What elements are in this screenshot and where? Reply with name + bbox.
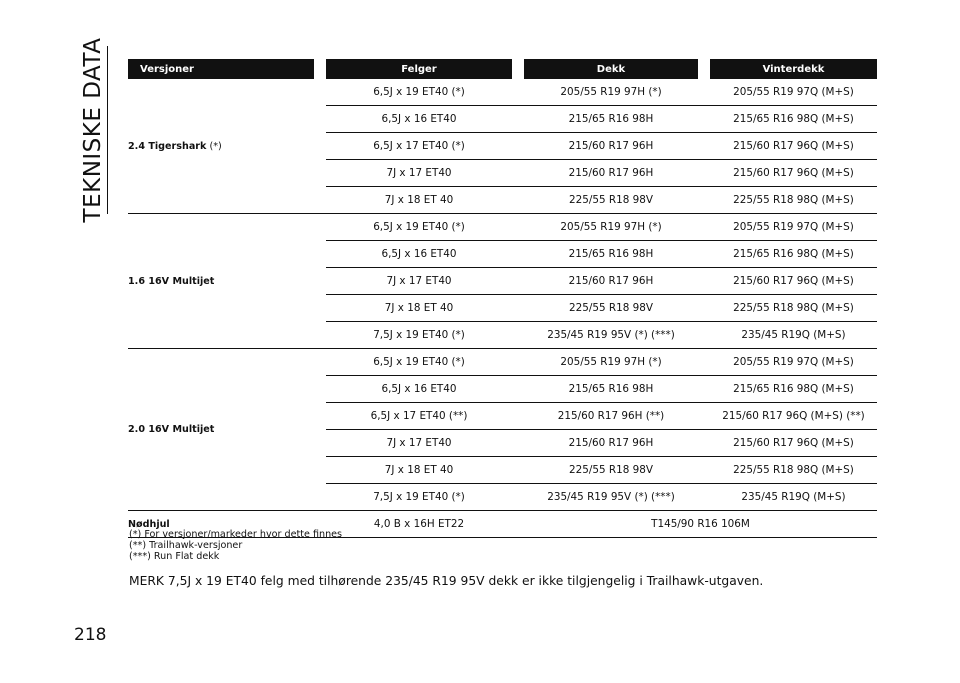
- rim-cell: 6,5J x 19 ET40 (*): [326, 79, 512, 106]
- winter-tyre-cell: 215/60 R17 96Q (M+S): [710, 268, 877, 295]
- rim-cell: 7J x 17 ET40: [326, 268, 512, 295]
- page-number: 218: [74, 625, 107, 645]
- tyre-cell: 215/60 R17 96H (**): [524, 403, 698, 430]
- rim-cell: 7J x 18 ET 40: [326, 457, 512, 484]
- tyre-cell: 225/55 R18 98V: [524, 295, 698, 322]
- winter-tyre-cell: 215/60 R17 96Q (M+S): [710, 160, 877, 187]
- rim-cell: 6,5J x 16 ET40: [326, 376, 512, 403]
- tyre-cell: T145/90 R16 106M: [524, 511, 877, 538]
- footnote: (*) For versjoner/markeder hvor dette finnes: [129, 529, 343, 540]
- table-row: [128, 349, 877, 376]
- winter-tyre-cell: 215/65 R16 98Q (M+S): [710, 106, 877, 133]
- rim-cell: 6,5J x 16 ET40: [326, 241, 512, 268]
- tyre-cell: 215/60 R17 96H: [524, 133, 698, 160]
- section-title: [76, 37, 110, 223]
- table-row: [128, 214, 877, 241]
- footnotes: [129, 529, 342, 563]
- header-versions: Versjoner: [128, 59, 314, 79]
- tyre-cell: 215/60 R17 96H: [524, 268, 698, 295]
- winter-tyre-cell: 215/65 R16 98Q (M+S): [710, 376, 877, 403]
- rim-cell: 7J x 17 ET40: [326, 160, 512, 187]
- version-label: 2.4 Tigershark: [128, 140, 207, 152]
- tyre-cell: 215/65 R16 98H: [524, 376, 698, 403]
- wheel-tyre-table: [128, 59, 877, 538]
- tyre-cell: 235/45 R19 95V (*) (***): [524, 322, 698, 349]
- section-divider: [107, 46, 108, 214]
- winter-tyre-cell: 215/60 R17 96Q (M+S): [710, 133, 877, 160]
- note-text: MERK 7,5J x 19 ET40 felg med tilhørende 235/45 R19 95V dekk er ikke tilgjengelig i Trailhawk-utgaven.: [129, 574, 764, 588]
- version-label: 2.0 16V Multijet: [128, 424, 215, 435]
- tyre-cell: 215/65 R16 98H: [524, 241, 698, 268]
- winter-tyre-cell: 235/45 R19Q (M+S): [710, 484, 877, 511]
- version-note: (*): [206, 140, 222, 152]
- rim-cell: 7J x 17 ET40: [326, 430, 512, 457]
- footnote: (**) Trailhawk-versjoner: [129, 540, 243, 552]
- version-cell: [128, 79, 314, 214]
- table-body: [128, 79, 877, 538]
- tyre-cell: 215/60 R17 96H: [524, 430, 698, 457]
- footnote: (***) Run Flat dekk: [129, 551, 220, 563]
- winter-tyre-cell: 235/45 R19Q (M+S): [710, 322, 877, 349]
- winter-tyre-cell: 225/55 R18 98Q (M+S): [710, 187, 877, 214]
- winter-tyre-cell: 205/55 R19 97Q (M+S): [710, 214, 877, 241]
- tyre-cell: 215/65 R16 98H: [524, 106, 698, 133]
- header-rims: Felger: [326, 59, 512, 79]
- version-cell: [128, 214, 314, 349]
- winter-tyre-cell: 225/55 R18 98Q (M+S): [710, 295, 877, 322]
- tyre-cell: 205/55 R19 97H (*): [524, 79, 698, 106]
- rim-cell: 6,5J x 16 ET40: [326, 106, 512, 133]
- winter-tyre-cell: 215/65 R16 98Q (M+S): [710, 241, 877, 268]
- rim-cell: 6,5J x 19 ET40 (*): [326, 349, 512, 376]
- table-header: [128, 59, 877, 79]
- rim-cell: 6,5J x 17 ET40 (**): [326, 403, 512, 430]
- version-cell: Nødhjul: [128, 511, 314, 538]
- rim-cell: 7,5J x 19 ET40 (*): [326, 322, 512, 349]
- rim-cell: 7,5J x 19 ET40 (*): [326, 484, 512, 511]
- winter-tyre-cell: 215/60 R17 96Q (M+S) (**): [710, 403, 877, 430]
- version-cell: [128, 349, 314, 511]
- rim-cell: 4,0 B x 16H ET22: [326, 511, 512, 538]
- winter-tyre-cell: 225/55 R18 98Q (M+S): [710, 457, 877, 484]
- section-title-text: TEKNISKE DATA: [80, 37, 106, 223]
- tyre-cell: 225/55 R18 98V: [524, 457, 698, 484]
- rim-cell: 6,5J x 19 ET40 (*): [326, 214, 512, 241]
- table-row: [128, 79, 877, 106]
- header-winter-tyres: Vinterdekk: [710, 59, 877, 79]
- winter-tyre-cell: 205/55 R19 97Q (M+S): [710, 79, 877, 106]
- rim-cell: 7J x 18 ET 40: [326, 187, 512, 214]
- tyre-cell: 205/55 R19 97H (*): [524, 349, 698, 376]
- header-tyres: Dekk: [524, 59, 698, 79]
- tyre-cell: 225/55 R18 98V: [524, 187, 698, 214]
- tyre-cell: 205/55 R19 97H (*): [524, 214, 698, 241]
- rim-cell: 7J x 18 ET 40: [326, 295, 512, 322]
- rim-cell: 6,5J x 17 ET40 (*): [326, 133, 512, 160]
- winter-tyre-cell: 215/60 R17 96Q (M+S): [710, 430, 877, 457]
- tyre-cell: 235/45 R19 95V (*) (***): [524, 484, 698, 511]
- winter-tyre-cell: 205/55 R19 97Q (M+S): [710, 349, 877, 376]
- version-label: 1.6 16V Multijet: [128, 275, 215, 287]
- tyre-cell: 215/60 R17 96H: [524, 160, 698, 187]
